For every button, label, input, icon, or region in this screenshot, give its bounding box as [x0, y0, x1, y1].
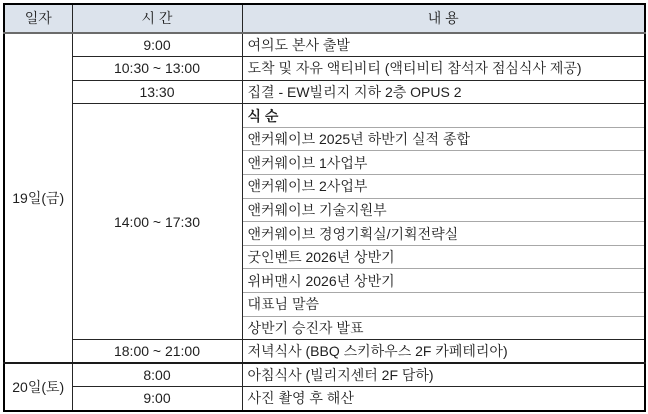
- date-cell-day2: 20일(토): [4, 363, 72, 410]
- schedule-row: [4, 340, 645, 364]
- time-cell: 10:30 ~ 13:00: [72, 57, 242, 81]
- header-cell-time: 시 간: [72, 4, 242, 33]
- schedule-row: [4, 80, 645, 104]
- schedule-row: [4, 33, 645, 57]
- time-cell: 8:00: [72, 363, 242, 387]
- time-cell: 9:00: [72, 33, 242, 57]
- schedule-row: [4, 57, 645, 81]
- content-cell: 사진 촬영 후 해산: [242, 387, 645, 411]
- time-cell: 18:00 ~ 21:00: [72, 340, 242, 364]
- content-cell: 굿인벤트 2026년 상반기: [242, 245, 645, 269]
- content-cell: 상반기 승진자 발표: [242, 316, 645, 340]
- content-cell: 여의도 본사 출발: [242, 33, 645, 57]
- content-cell: 앤커웨이브 2사업부: [242, 175, 645, 199]
- content-cell: 앤커웨이브 기술지원부: [242, 198, 645, 222]
- schedule-row: [4, 387, 645, 411]
- header-row: [4, 4, 645, 33]
- content-cell: 위버맨시 2026년 상반기: [242, 269, 645, 293]
- time-cell: 13:30: [72, 80, 242, 104]
- schedule-table: [3, 3, 646, 412]
- time-cell: 9:00: [72, 387, 242, 411]
- content-cell: 도착 및 자유 액티비티 (액티비티 참석자 점심식사 제공): [242, 57, 645, 81]
- content-cell: 앤커웨이브 1사업부: [242, 151, 645, 175]
- content-cell: 대표님 말씀: [242, 293, 645, 317]
- content-cell: 집결 - EW빌리지 지하 2층 OPUS 2: [242, 80, 645, 104]
- header-cell-date: 일자: [4, 4, 72, 33]
- date-cell-day1: 19일(금): [4, 33, 72, 363]
- content-cell: 앤커웨이브 2025년 하반기 실적 종합: [242, 127, 645, 151]
- content-cell: 앤커웨이브 경영기획실/기획전략실: [242, 222, 645, 246]
- content-cell: 저녁식사 (BBQ 스키하우스 2F 카페테리아): [242, 340, 645, 364]
- header-cell-content: 내 용: [242, 4, 645, 33]
- content-cell: 아침식사 (빌리지센터 2F 담하): [242, 363, 645, 387]
- schedule-row: [4, 363, 645, 387]
- time-cell-afternoon-block: 14:00 ~ 17:30: [72, 104, 242, 340]
- content-cell-agenda-title: 식 순: [242, 104, 645, 128]
- schedule-row: [4, 104, 645, 128]
